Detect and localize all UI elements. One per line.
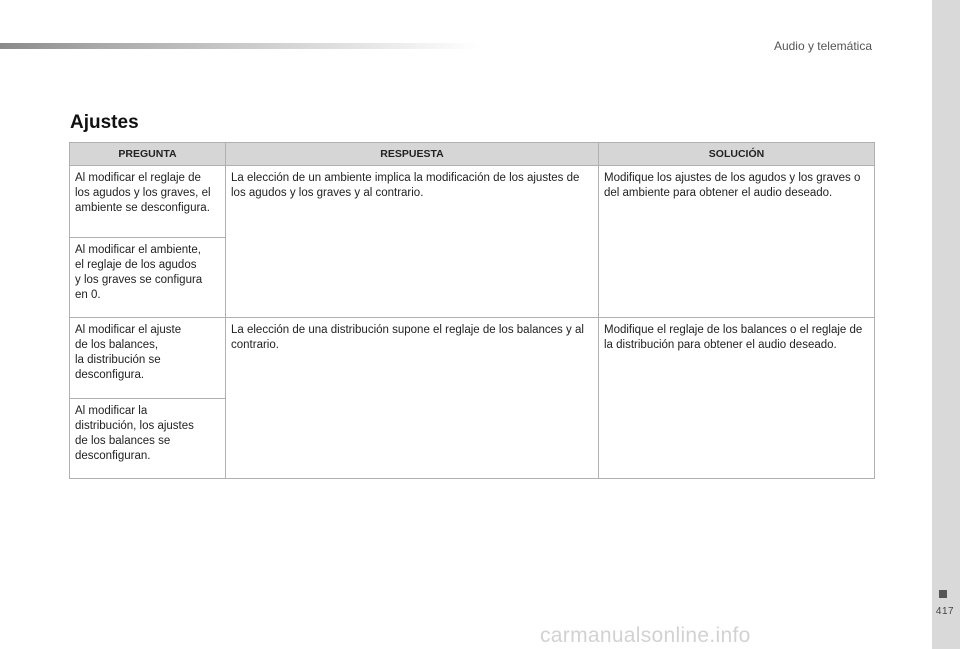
answer-cell: La elección de una distribución supone el reglaje de los balances y al contrario. [226,318,599,479]
table-header-row [70,143,875,166]
page-marker-icon [939,590,947,598]
header-gradient-bar [0,43,480,49]
solution-cell: Modifique el reglaje de los balances o el reglaje de la distribución para obtener el audio deseado. [599,318,875,479]
solution-cell: Modifique los ajustes de los agudos y los graves o del ambiente para obtener el audio deseado. [599,166,875,318]
watermark: carmanualsonline.info [540,624,751,647]
faq-table [69,142,875,479]
question-cell: Al modificar el reglaje de los agudos y los graves, el ambiente se desconfigura. [70,166,226,238]
page-number: 417 [935,606,955,617]
side-strip [932,0,960,649]
question-cell: Al modificar la distribución, los ajustes de los balances se desconfiguran. [70,399,226,479]
table-row [70,166,875,238]
column-header-question: PREGUNTA [70,143,226,166]
answer-cell: La elección de un ambiente implica la modificación de los ajustes de los agudos y los graves y al contrario. [226,166,599,318]
question-cell: Al modificar el ajuste de los balances, la distribución se desconfigura. [70,318,226,399]
page-title: Ajustes [70,112,139,133]
table-row [70,318,875,399]
column-header-answer: RESPUESTA [226,143,599,166]
column-header-solution: SOLUCIÓN [599,143,875,166]
question-cell: Al modificar el ambiente, el reglaje de los agudos y los graves se configura en 0. [70,238,226,318]
section-name: Audio y telemática [773,39,872,53]
